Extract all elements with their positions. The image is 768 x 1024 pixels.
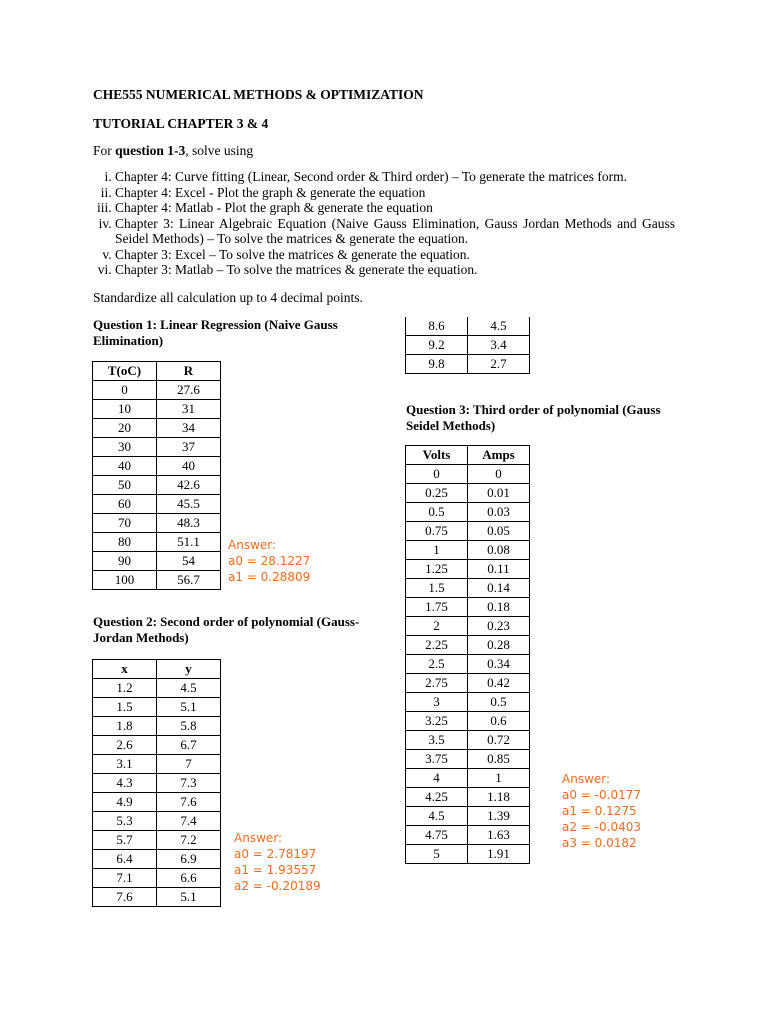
table-cell: 7.3 — [157, 774, 221, 793]
answer-label: Answer: — [228, 538, 277, 552]
table-row — [406, 807, 530, 826]
table-row — [406, 355, 530, 374]
q1-body — [93, 381, 221, 590]
table-cell: 0.18 — [468, 598, 530, 617]
table-cell: 42.6 — [157, 476, 221, 495]
table-cell: 2.6 — [93, 736, 157, 755]
table-cell: 1.2 — [93, 679, 157, 698]
table-cell: 3.4 — [468, 336, 530, 355]
table-cell: 3 — [406, 693, 468, 712]
table-cell: 1.75 — [406, 598, 468, 617]
table-cell: 27.6 — [157, 381, 221, 400]
task-item: vi. Chapter 3: Matlab – To solve the matrices & generate the equation. — [115, 262, 675, 278]
table-row — [93, 869, 221, 888]
table-cell: 4 — [406, 769, 468, 788]
table-row — [93, 755, 221, 774]
table-cell: 5 — [406, 845, 468, 864]
answer-coefficient: a0 = 2.78197 — [234, 847, 317, 861]
table-row — [93, 736, 221, 755]
intro-bold: question 1-3 — [115, 143, 186, 158]
question-1-answer — [228, 537, 310, 585]
answer-coefficient: a1 = 1.93557 — [234, 863, 317, 877]
question-2-answer — [234, 830, 321, 894]
table-row — [93, 831, 221, 850]
answer-coefficient: a2 = -0.20189 — [234, 879, 321, 893]
table-cell: 5.3 — [93, 812, 157, 831]
table-cell: 2.75 — [406, 674, 468, 693]
q2-body — [93, 679, 221, 907]
table-cell: 0.28 — [468, 636, 530, 655]
table-cell: 4.5 — [468, 317, 530, 336]
table-cell: 51.1 — [157, 533, 221, 552]
table-cell: 5.1 — [157, 888, 221, 907]
table-cell: 20 — [93, 419, 157, 438]
table-cell: 1.5 — [406, 579, 468, 598]
table-row — [93, 717, 221, 736]
table-cell: 2.7 — [468, 355, 530, 374]
table-row — [93, 698, 221, 717]
table-row — [406, 769, 530, 788]
document-subtitle: TUTORIAL CHAPTER 3 & 4 — [93, 116, 269, 131]
table-row — [406, 522, 530, 541]
table-row — [406, 503, 530, 522]
table-cell: 8.6 — [406, 317, 468, 336]
table-header-row — [93, 660, 221, 679]
question-1-table — [92, 361, 221, 590]
table-cell: 40 — [93, 457, 157, 476]
column-header: y — [157, 660, 221, 679]
question-3-answer — [562, 771, 641, 851]
table-row — [406, 788, 530, 807]
table-row — [406, 693, 530, 712]
column-header: R — [157, 362, 221, 381]
table-row — [93, 533, 221, 552]
table-cell: 7.6 — [157, 793, 221, 812]
column-header: x — [93, 660, 157, 679]
document-title: CHE555 NUMERICAL METHODS & OPTIMIZATION — [93, 87, 424, 102]
table-header-row — [93, 362, 221, 381]
table-cell: 1.8 — [93, 717, 157, 736]
table-row — [93, 438, 221, 457]
table-cell: 1.39 — [468, 807, 530, 826]
table-cell: 0.85 — [468, 750, 530, 769]
table-row — [93, 457, 221, 476]
table-cell: 6.9 — [157, 850, 221, 869]
table-cell: 90 — [93, 552, 157, 571]
table-cell: 0 — [406, 465, 468, 484]
table-cell: 31 — [157, 400, 221, 419]
table-cell: 5.8 — [157, 717, 221, 736]
table-row — [93, 571, 221, 590]
table-cell: 4.3 — [93, 774, 157, 793]
column-header: Amps — [468, 446, 530, 465]
table-cell: 0.14 — [468, 579, 530, 598]
table-cell: 2.25 — [406, 636, 468, 655]
table-row — [406, 674, 530, 693]
question-1-heading: Question 1: Linear Regression (Naive Gauss Elimination) — [93, 317, 338, 348]
table-cell: 1 — [406, 541, 468, 560]
table-cell: 0.5 — [468, 693, 530, 712]
table-cell: 7.2 — [157, 831, 221, 850]
question-3-heading: Question 3: Third order of polynomial (Gauss Seidel Methods) — [406, 402, 661, 433]
table-cell: 2.5 — [406, 655, 468, 674]
intro-line — [93, 143, 253, 159]
table-row — [93, 514, 221, 533]
table-cell: 30 — [93, 438, 157, 457]
table-row — [93, 774, 221, 793]
answer-label: Answer: — [562, 772, 611, 786]
table-cell: 0.03 — [468, 503, 530, 522]
answer-coefficient: a3 = 0.0182 — [562, 836, 637, 850]
table-row — [406, 317, 530, 336]
table-cell: 0 — [468, 465, 530, 484]
table-cell: 56.7 — [157, 571, 221, 590]
intro-prefix: For — [93, 143, 116, 158]
table-cell: 3.1 — [93, 755, 157, 774]
table-row — [406, 598, 530, 617]
answer-label: Answer: — [234, 831, 283, 845]
table-cell: 7 — [157, 755, 221, 774]
table-cell: 0.08 — [468, 541, 530, 560]
column-header: T(oC) — [93, 362, 157, 381]
table-cell: 4.9 — [93, 793, 157, 812]
task-list — [115, 169, 675, 278]
table-row — [406, 541, 530, 560]
table-header-row — [406, 446, 530, 465]
table-row — [406, 617, 530, 636]
table-cell: 0.42 — [468, 674, 530, 693]
table-cell: 1.63 — [468, 826, 530, 845]
table-cell: 7.4 — [157, 812, 221, 831]
table-cell: 4.5 — [406, 807, 468, 826]
table-cell: 9.2 — [406, 336, 468, 355]
table-cell: 2 — [406, 617, 468, 636]
table-row — [406, 826, 530, 845]
table-cell: 70 — [93, 514, 157, 533]
table-row — [406, 845, 530, 864]
table-cell: 0.05 — [468, 522, 530, 541]
table-row — [406, 579, 530, 598]
table-row — [406, 655, 530, 674]
table-cell: 6.6 — [157, 869, 221, 888]
task-item: v. Chapter 3: Excel – To solve the matrices & generate the equation. — [115, 247, 675, 263]
table-cell: 1 — [468, 769, 530, 788]
table-cell: 1.91 — [468, 845, 530, 864]
table-cell: 4.25 — [406, 788, 468, 807]
q3-body — [406, 465, 530, 864]
question-2-heading: Question 2: Second order of polynomial (Gauss-Jordan Methods) — [93, 614, 360, 645]
question-3-table — [405, 445, 530, 864]
table-row — [93, 400, 221, 419]
table-cell: 7.1 — [93, 869, 157, 888]
table-cell: 7.6 — [93, 888, 157, 907]
table-cell: 54 — [157, 552, 221, 571]
table-row — [93, 888, 221, 907]
task-item: iii. Chapter 4: Matlab - Plot the graph & generate the equation — [115, 200, 675, 216]
table-row — [93, 850, 221, 869]
q2-continued-body — [406, 317, 530, 374]
table-row — [406, 336, 530, 355]
table-row — [406, 560, 530, 579]
table-cell: 0.23 — [468, 617, 530, 636]
table-cell: 0.34 — [468, 655, 530, 674]
table-cell: 10 — [93, 400, 157, 419]
table-cell: 4.75 — [406, 826, 468, 845]
table-cell: 0 — [93, 381, 157, 400]
task-item: ii. Chapter 4: Excel - Plot the graph & generate the equation — [115, 185, 675, 201]
question-2-table — [92, 659, 221, 907]
table-cell: 3.75 — [406, 750, 468, 769]
table-cell: 0.5 — [406, 503, 468, 522]
table-row — [93, 812, 221, 831]
table-row — [93, 495, 221, 514]
answer-coefficient: a0 = 28.1227 — [228, 554, 311, 568]
table-cell: 50 — [93, 476, 157, 495]
table-cell: 4.5 — [157, 679, 221, 698]
table-row — [93, 552, 221, 571]
intro-suffix: , solve using — [185, 143, 254, 158]
task-item: i. Chapter 4: Curve fitting (Linear, Second order & Third order) – To generate the matrices form. — [115, 169, 675, 185]
table-cell: 5.7 — [93, 831, 157, 850]
table-cell: 45.5 — [157, 495, 221, 514]
answer-coefficient: a0 = -0.0177 — [562, 788, 641, 802]
table-cell: 0.6 — [468, 712, 530, 731]
table-cell: 1.18 — [468, 788, 530, 807]
table-cell: 0.72 — [468, 731, 530, 750]
table-row — [406, 484, 530, 503]
column-header: Volts — [406, 446, 468, 465]
table-cell: 80 — [93, 533, 157, 552]
table-cell: 1.25 — [406, 560, 468, 579]
table-row — [406, 731, 530, 750]
table-row — [93, 679, 221, 698]
answer-coefficient: a1 = 0.28809 — [228, 570, 311, 584]
table-cell: 3.25 — [406, 712, 468, 731]
table-cell: 0.01 — [468, 484, 530, 503]
table-row — [406, 636, 530, 655]
table-row — [406, 712, 530, 731]
standardize-note: Standardize all calculation up to 4 decimal points. — [93, 290, 363, 305]
table-cell: 3.5 — [406, 731, 468, 750]
table-cell: 6.7 — [157, 736, 221, 755]
table-row — [406, 465, 530, 484]
question-2-table-continued — [405, 317, 530, 374]
table-cell: 0.75 — [406, 522, 468, 541]
table-cell: 9.8 — [406, 355, 468, 374]
table-row — [93, 476, 221, 495]
answer-coefficient: a1 = 0.1275 — [562, 804, 637, 818]
table-cell: 6.4 — [93, 850, 157, 869]
table-row — [406, 750, 530, 769]
table-cell: 40 — [157, 457, 221, 476]
table-row — [93, 419, 221, 438]
table-cell: 48.3 — [157, 514, 221, 533]
table-cell: 60 — [93, 495, 157, 514]
table-cell: 0.25 — [406, 484, 468, 503]
task-item: iv. Chapter 3: Linear Algebraic Equation (Naive Gauss Elimination, Gauss Jordan Methods and Gauss Seidel Methods) – To solve the matrices & generate the equation. — [115, 216, 675, 247]
table-cell: 100 — [93, 571, 157, 590]
table-row — [93, 793, 221, 812]
table-cell: 37 — [157, 438, 221, 457]
table-cell: 0.11 — [468, 560, 530, 579]
answer-coefficient: a2 = -0.0403 — [562, 820, 641, 834]
table-row — [93, 381, 221, 400]
table-cell: 1.5 — [93, 698, 157, 717]
table-cell: 34 — [157, 419, 221, 438]
table-cell: 5.1 — [157, 698, 221, 717]
